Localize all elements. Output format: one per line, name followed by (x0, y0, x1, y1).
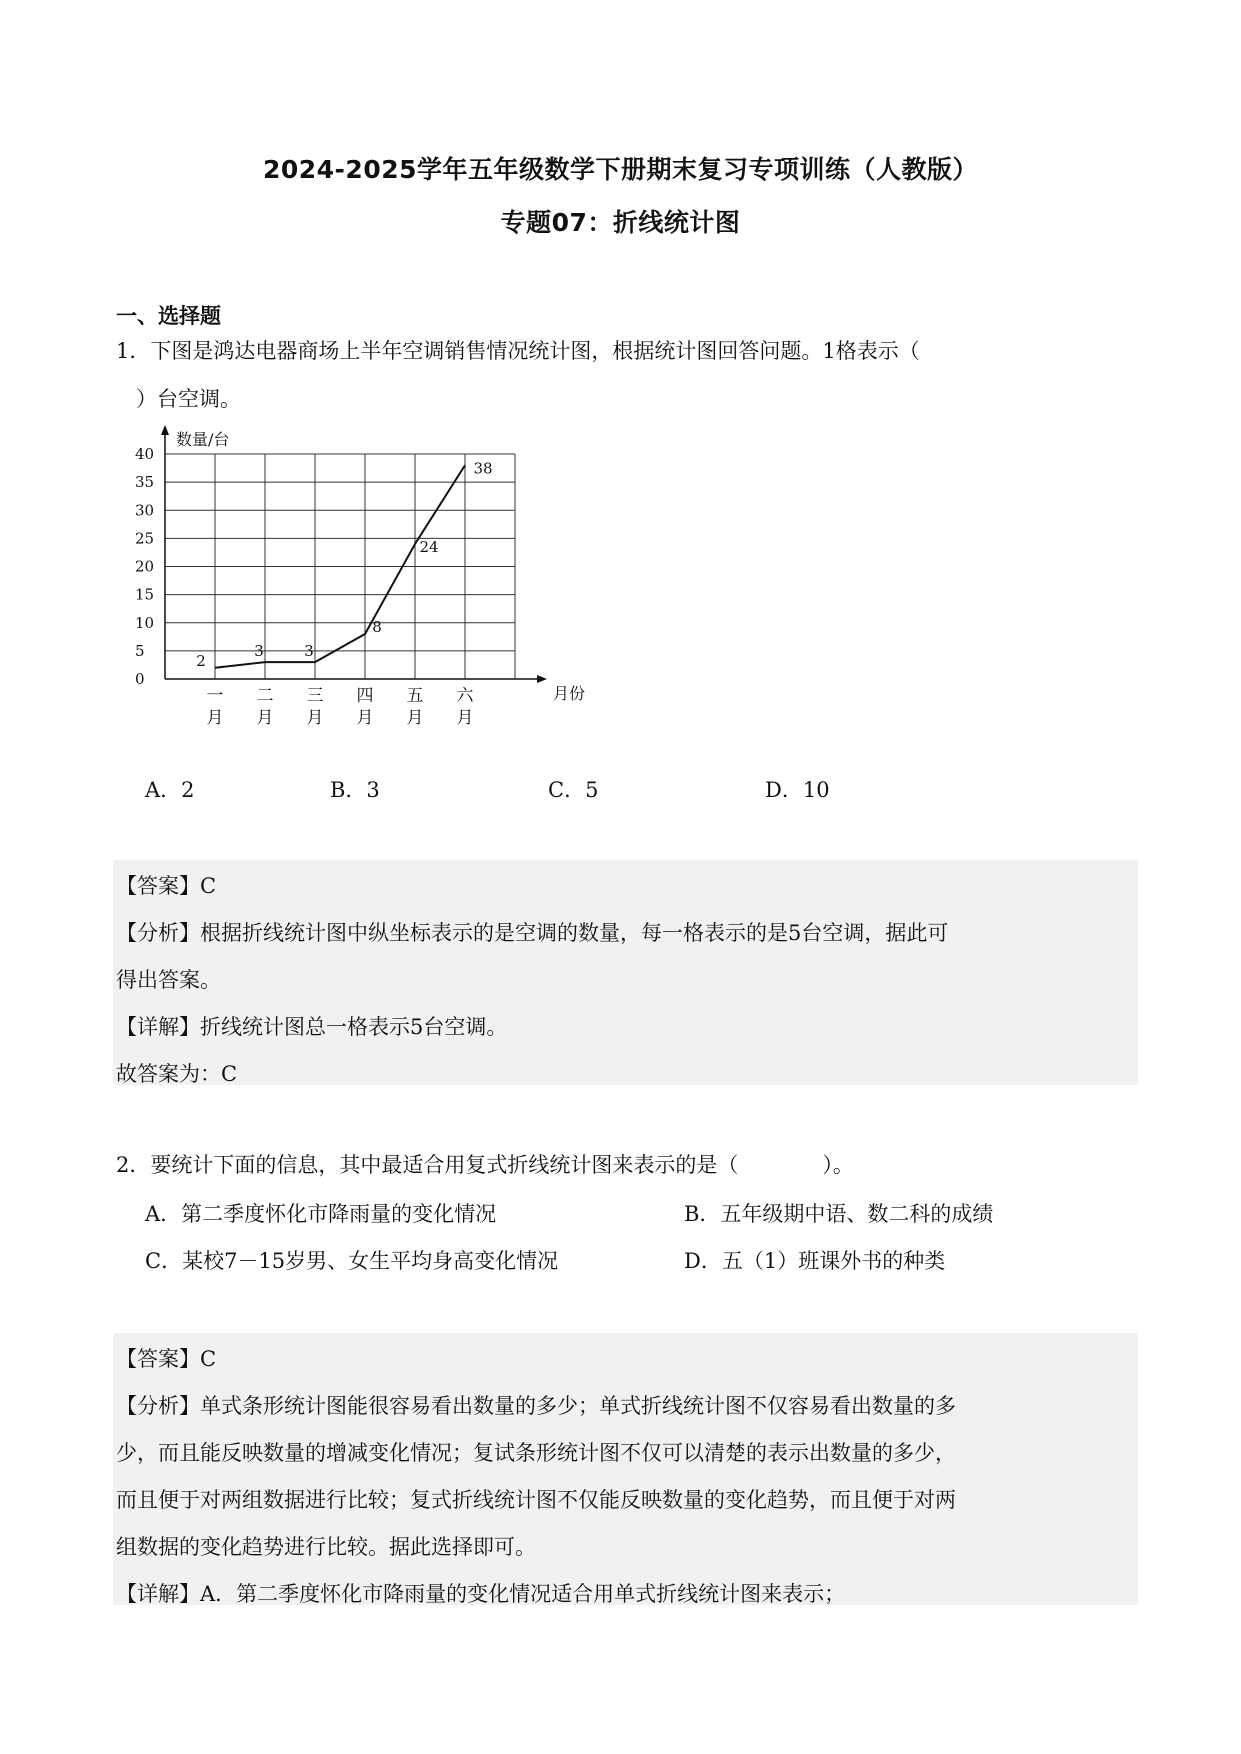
q1-detail: 【详解】折线统计图总一格表示5台空调。 (116, 1015, 508, 1039)
y-tick-label: 35 (135, 473, 155, 492)
document-title: 2024-2025学年五年级数学下册期末复习专项训练（人教版） (262, 155, 979, 184)
q1-option-d: D．10 (765, 778, 830, 802)
y-tick-label: 30 (135, 501, 155, 520)
q1-answer-box (113, 860, 1138, 1085)
q1-stem-line1: 1．下图是鸿达电器商场上半年空调销售情况统计图，根据统计图回答问题。1格表示（ (116, 339, 920, 363)
document-subtitle: 专题07：折线统计图 (500, 208, 741, 237)
data-label: 8 (372, 618, 382, 636)
q1-stem-line2: ）台空调。 (136, 387, 241, 411)
data-label: 2 (196, 651, 206, 670)
y-tick-label: 5 (135, 641, 145, 660)
y-axis-label: 数量/台 (176, 430, 230, 449)
q2-option-d: D．五（1）班课外书的种类 (684, 1249, 946, 1273)
y-tick-label: 20 (135, 557, 155, 576)
x-tick-label: 月 (306, 708, 324, 728)
x-tick-label: 月 (406, 708, 424, 728)
data-label: 3 (254, 642, 264, 661)
q2-detail: 【详解】A．第二季度怀化市降雨量的变化情况适合用单式折线统计图来表示； (116, 1582, 846, 1606)
q1-conclusion: 故答案为：C (116, 1062, 238, 1086)
q2-analysis-line3: 而且便于对两组数据进行比较；复式折线统计图不仅能反映数量的变化趋势，而且便于对两 (116, 1488, 956, 1512)
x-tick-label: 月 (356, 708, 374, 728)
y-tick-label: 25 (135, 529, 155, 548)
y-tick-label: 15 (135, 585, 155, 604)
q2-option-b: B．五年级期中语、数二科的成绩 (684, 1202, 994, 1226)
x-tick-label: 一 (206, 686, 224, 706)
x-tick-label: 月 (456, 708, 474, 728)
q1-option-c: C．5 (548, 778, 599, 802)
q2-stem: 2．要统计下面的信息，其中最适合用复式折线统计图来表示的是（ ）。 (116, 1153, 854, 1177)
y-axis-arrow (161, 425, 169, 435)
q1-answer: 【答案】C (116, 874, 217, 898)
q2-analysis-line4: 组数据的变化趋势进行比较。据此选择即可。 (116, 1535, 536, 1559)
x-tick-label: 三 (306, 686, 324, 706)
q2-analysis-line1: 【分析】单式条形统计图能很容易看出数量的多少；单式折线统计图不仅容易看出数量的多 (116, 1394, 956, 1418)
q1-option-b: B．3 (330, 778, 380, 802)
data-label: 38 (473, 459, 493, 478)
x-tick-label: 月 (256, 708, 274, 728)
line-chart (128, 425, 586, 735)
q2-analysis-line2: 少，而且能反映数量的增减变化情况；复试条形统计图不仅可以清楚的表示出数量的多少， (116, 1441, 956, 1465)
x-axis-label: 月份 (553, 684, 586, 703)
y-tick-label: 0 (135, 670, 145, 688)
q2-option-a: A．第二季度怀化市降雨量的变化情况 (145, 1202, 497, 1226)
x-tick-label: 四 (356, 686, 374, 706)
q1-analysis-line1: 【分析】根据折线统计图中纵坐标表示的是空调的数量，每一格表示的是5台空调，据此可 (116, 921, 949, 945)
x-tick-label: 六 (456, 686, 474, 706)
q2-option-c: C．某校7－15岁男、女生平均身高变化情况 (145, 1249, 559, 1273)
y-tick-label: 10 (135, 613, 155, 632)
x-tick-label: 五 (406, 686, 424, 706)
q1-option-a: A．2 (145, 778, 195, 802)
x-axis-arrow (537, 675, 547, 683)
q2-answer-box (113, 1333, 1138, 1605)
data-label: 3 (304, 642, 314, 661)
q2-answer: 【答案】C (116, 1347, 217, 1371)
data-label: 24 (419, 538, 439, 556)
x-tick-label: 二 (256, 686, 274, 706)
x-tick-label: 月 (206, 708, 224, 728)
y-tick-label: 40 (135, 445, 155, 463)
section-heading: 一、选择题 (116, 304, 221, 328)
q1-analysis-line2: 得出答案。 (116, 968, 221, 992)
